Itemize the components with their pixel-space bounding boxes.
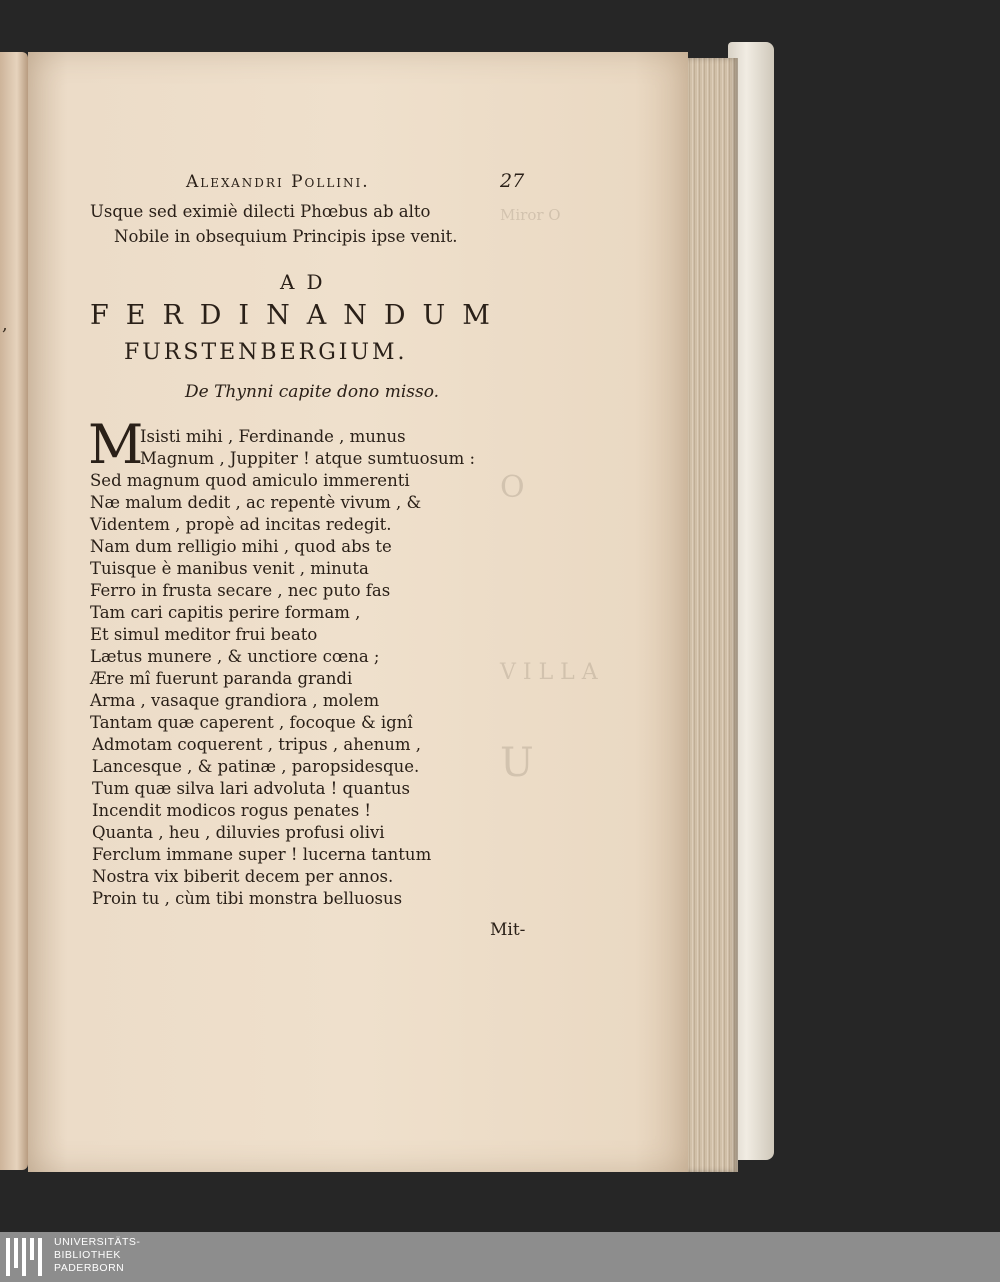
library-footer [0,1232,1000,1282]
library-name-line-2: BIBLIOTHEK [54,1249,121,1261]
library-logo-icon [6,1238,46,1276]
poem-line: Tum quæ silva lari advoluta ! quantus [92,779,410,798]
drop-capital: M [88,413,144,476]
library-name-line-3: PADERBORN [54,1262,125,1274]
poem-line: Videntem , propè ad incitas redegit. [90,515,392,534]
poem-line: Nam dum relligio mihi , quod abs te [90,537,392,556]
poem-line: Isisti mihi , Ferdinande , munus [140,427,406,446]
poem-line: Nostra vix biberit decem per annos. [92,867,394,886]
facing-page-mark: , [2,314,8,335]
poem-line: Proin tu , cùm tibi monstra belluosus [92,889,403,908]
opening-line-1: Usque sed eximiè dilecti Phœbus ab alto [90,202,431,221]
opening-line-2: Nobile in obsequium Principis ipse venit. [114,227,458,246]
page-number: 27 [500,170,525,192]
library-name-line-1: UNIVERSITÄTS- [54,1236,141,1248]
poem-line: Et simul meditor frui beato [90,625,318,644]
poem-line: Tam cari capitis perire formam , [90,603,361,622]
poem-subtitle: De Thynni capite dono misso. [185,382,440,402]
poem-line: Ferro in frusta secare , nec puto fas [90,581,391,600]
poem-line: Tuisque è manibus venit , minuta [90,559,369,578]
poem-line: Quanta , heu , diluvies profusi olivi [92,823,385,842]
poem-line: Ære mî fuerunt paranda grandi [90,669,353,688]
poem-line: Arma , vasaque grandiora , molem [90,691,380,710]
poem-line: Incendit modicos rogus penates ! [92,801,372,820]
heading-name: FERDINANDUM [90,300,507,331]
poem-line: Sed magnum quod amiculo immerenti [90,471,410,490]
page-edges [686,58,738,1172]
poem-line: Lancesque , & patinæ , paropsidesque. [92,757,420,776]
poem-line: Tantam quæ caperent , focoque & ignî [90,713,413,732]
running-head: Alexandri Pollini. [186,172,370,192]
heading-ad: AD [280,270,335,294]
facing-page-edge [0,52,28,1170]
poem-line: Magnum , Juppiter ! atque sumtuosum : [140,449,476,468]
poem-line: Næ malum dedit , ac repentè vivum , & [90,493,422,512]
heading-family: FURSTENBERGIUM. [124,340,408,365]
poem-line: Lætus munere , & unctiore cœna ; [90,647,380,666]
poem-line: Ferclum immane super ! lucerna tantum [92,845,432,864]
catchword: Mit- [490,920,526,940]
poem-line: Admotam coquerent , tripus , ahenum , [92,735,421,754]
library-name [54,1236,140,1275]
